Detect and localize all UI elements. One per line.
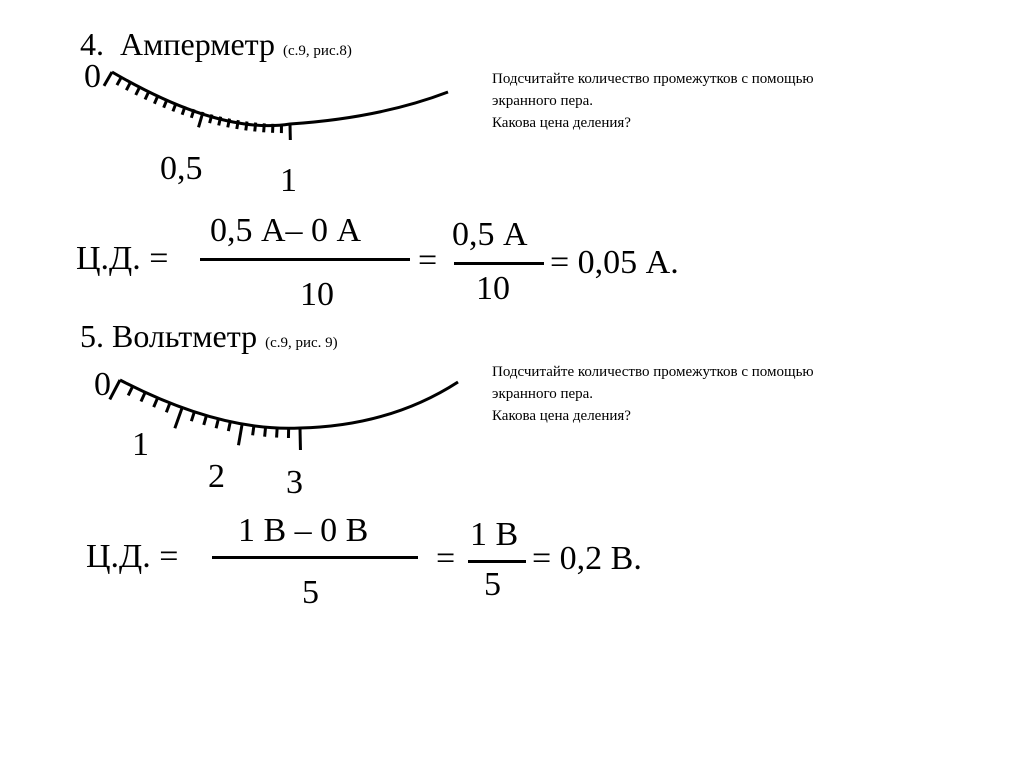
- ammeter-scale: [104, 72, 448, 140]
- voltmeter-formula-lhs: Ц.Д. =: [86, 538, 179, 575]
- voltmeter-tick: [228, 421, 230, 431]
- voltmeter-formula-denominator-1: 5: [302, 574, 319, 611]
- ammeter-label-0-5: 0,5: [160, 150, 203, 187]
- voltmeter-tick: [110, 380, 120, 399]
- voltmeter-title: Вольтметр: [112, 318, 258, 354]
- ammeter-formula-equals: =: [418, 242, 438, 279]
- ammeter-formula-denominator-1: 10: [300, 276, 334, 313]
- voltmeter-note-line: Какова цена деления?: [492, 408, 631, 424]
- voltmeter-formula-equals: =: [436, 540, 456, 577]
- ammeter-ref: (с.9, рис.8): [283, 43, 352, 59]
- voltmeter-heading: [80, 320, 338, 352]
- ammeter-fraction-bar-2: [454, 262, 544, 265]
- ammeter-fraction-bar-1: [200, 258, 410, 261]
- ammeter-tick: [154, 96, 158, 104]
- ammeter-label-0: 0: [84, 58, 101, 95]
- voltmeter-fraction-bar-2: [468, 560, 526, 563]
- ammeter-formula-lhs: Ц.Д. =: [76, 240, 169, 277]
- ammeter-label-1: 1: [280, 162, 297, 199]
- voltmeter-tick: [175, 408, 182, 429]
- voltmeter-note-line: экранного пера.: [492, 386, 594, 402]
- ammeter-tick: [104, 72, 112, 86]
- voltmeter-note-line: Подсчитайте количество промежутков с помощью: [492, 364, 814, 380]
- ammeter-note-line: Какова цена деления?: [492, 115, 631, 131]
- ammeter-tick: [126, 82, 130, 90]
- ammeter-tick: [219, 117, 221, 126]
- voltmeter-scale: [110, 380, 458, 450]
- voltmeter-tick: [128, 386, 132, 395]
- ammeter-note-line: Подсчитайте количество промежутков с помощью: [492, 71, 814, 87]
- ammeter-tick: [246, 122, 247, 131]
- voltmeter-label-2: 2: [208, 458, 225, 495]
- ammeter-tick: [117, 77, 121, 85]
- voltmeter-formula-result: = 0,2 В.: [532, 540, 642, 577]
- ammeter-tick: [228, 119, 230, 128]
- ammeter-scale-arc: [112, 72, 448, 126]
- ammeter-number: 4.: [80, 26, 104, 62]
- ammeter-formula-numerator-2: 0,5 А: [452, 216, 528, 253]
- voltmeter-formula-denominator-2: 5: [484, 566, 501, 603]
- ammeter-tick: [264, 123, 265, 132]
- voltmeter-label-1: 1: [132, 426, 149, 463]
- voltmeter-label-3: 3: [286, 464, 303, 501]
- voltmeter-formula-numerator-2: 1 В: [470, 516, 519, 553]
- voltmeter-tick: [154, 398, 158, 407]
- ammeter-tick: [145, 91, 149, 99]
- voltmeter-tick: [204, 415, 207, 425]
- ammeter-note-line: экранного пера.: [492, 93, 594, 109]
- voltmeter-tick: [253, 425, 254, 435]
- ammeter-formula-denominator-2: 10: [476, 270, 510, 307]
- voltmeter-tick: [238, 424, 242, 446]
- voltmeter-tick: [216, 419, 218, 429]
- ammeter-tick: [255, 123, 256, 132]
- voltmeter-tick: [265, 427, 266, 437]
- ammeter-tick: [237, 120, 239, 129]
- voltmeter-ref: (с.9, рис. 9): [265, 335, 338, 351]
- voltmeter-label-0: 0: [94, 366, 111, 403]
- ammeter-formula-numerator-1: 0,5 А– 0 А: [210, 212, 362, 249]
- ammeter-formula-result: = 0,05 А.: [550, 244, 679, 281]
- voltmeter-tick: [166, 403, 170, 412]
- voltmeter-fraction-bar-1: [212, 556, 418, 559]
- voltmeter-tick: [277, 428, 278, 438]
- voltmeter-tick: [141, 392, 145, 401]
- voltmeter-number: 5.: [80, 318, 104, 354]
- ammeter-tick: [136, 87, 140, 95]
- voltmeter-tick: [191, 412, 194, 422]
- voltmeter-formula-numerator-1: 1 В – 0 В: [238, 512, 369, 549]
- ammeter-title: Амперметр: [120, 26, 276, 62]
- voltmeter-note: [492, 361, 952, 427]
